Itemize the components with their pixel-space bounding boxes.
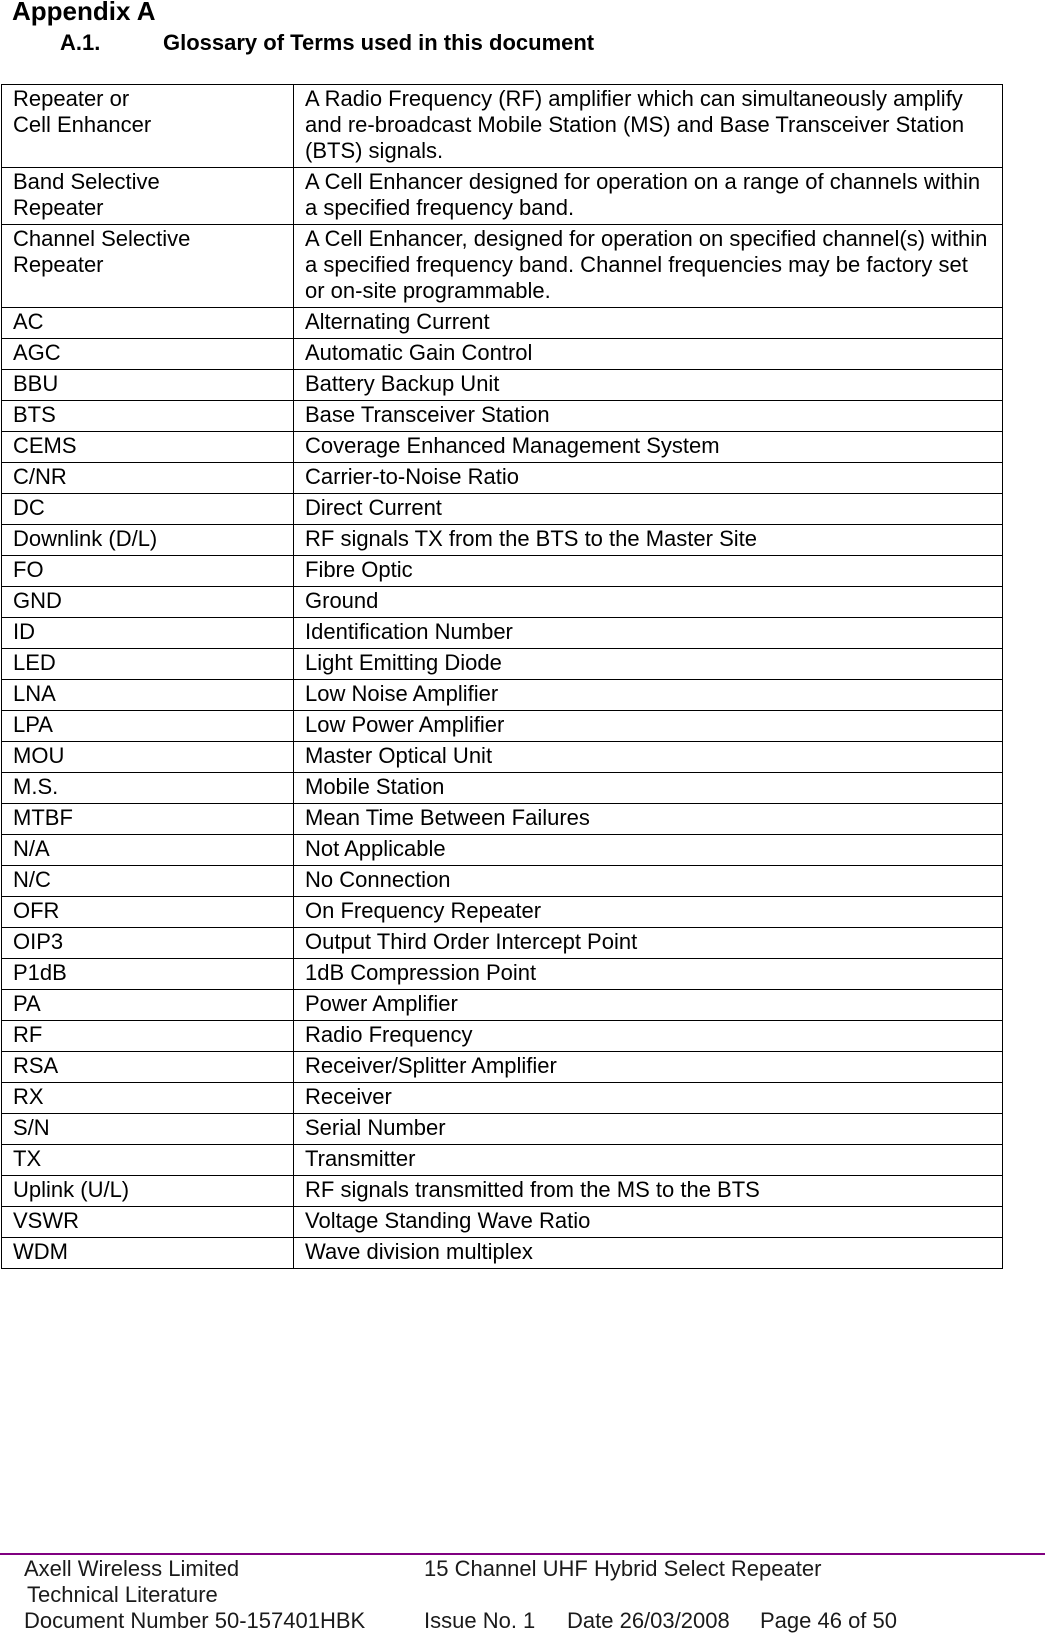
glossary-term: RX (2, 1083, 294, 1114)
glossary-row (2, 308, 1003, 339)
glossary-term: Channel Selective Repeater (2, 225, 294, 308)
glossary-row (2, 1114, 1003, 1145)
glossary-row (2, 711, 1003, 742)
glossary-row (2, 649, 1003, 680)
glossary-term: AGC (2, 339, 294, 370)
glossary-definition: Identification Number (294, 618, 1003, 649)
glossary-row (2, 587, 1003, 618)
glossary-term: WDM (2, 1238, 294, 1269)
glossary-term: C/NR (2, 463, 294, 494)
glossary-definition: Wave division multiplex (294, 1238, 1003, 1269)
glossary-term: PA (2, 990, 294, 1021)
glossary-definition: A Cell Enhancer, designed for operation on specified channel(s) within a specified frequency band. Channel frequencies may be factory set or on-site programmable. (294, 225, 1003, 308)
glossary-row (2, 494, 1003, 525)
glossary-definition: Master Optical Unit (294, 742, 1003, 773)
glossary-term: LNA (2, 680, 294, 711)
glossary-definition: Low Noise Amplifier (294, 680, 1003, 711)
glossary-term: RF (2, 1021, 294, 1052)
glossary-term: OFR (2, 897, 294, 928)
glossary-definition: Fibre Optic (294, 556, 1003, 587)
glossary-row (2, 168, 1003, 225)
glossary-definition: Receiver (294, 1083, 1003, 1114)
glossary-term: S/N (2, 1114, 294, 1145)
glossary-definition: Direct Current (294, 494, 1003, 525)
glossary-row (2, 463, 1003, 494)
glossary-term: M.S. (2, 773, 294, 804)
glossary-row (2, 556, 1003, 587)
glossary-term: MOU (2, 742, 294, 773)
glossary-term: VSWR (2, 1207, 294, 1238)
glossary-row (2, 773, 1003, 804)
glossary-row (2, 1145, 1003, 1176)
glossary-definition: Radio Frequency (294, 1021, 1003, 1052)
glossary-row (2, 835, 1003, 866)
glossary-table-body (2, 85, 1003, 1269)
glossary-table (1, 84, 1003, 1269)
glossary-definition: Serial Number (294, 1114, 1003, 1145)
section-title: Glossary of Terms used in this document (163, 30, 595, 55)
footer-department: Technical Literature (27, 1582, 218, 1607)
glossary-row (2, 1176, 1003, 1207)
glossary-term: RSA (2, 1052, 294, 1083)
section-heading (60, 28, 594, 58)
footer-company: Axell Wireless Limited (24, 1556, 240, 1581)
glossary-definition: Alternating Current (294, 308, 1003, 339)
glossary-row (2, 1238, 1003, 1269)
glossary-term: N/A (2, 835, 294, 866)
section-number: A.1. (60, 30, 101, 55)
glossary-term: LED (2, 649, 294, 680)
glossary-term: LPA (2, 711, 294, 742)
glossary-definition: Base Transceiver Station (294, 401, 1003, 432)
glossary-row (2, 1052, 1003, 1083)
glossary-term: DC (2, 494, 294, 525)
glossary-row (2, 370, 1003, 401)
glossary-definition: A Radio Frequency (RF) amplifier which can simultaneously amplify and re-broadcast Mobile Station (MS) and Base Transceiver Station (BTS) signals. (294, 85, 1003, 168)
glossary-row (2, 742, 1003, 773)
glossary-row (2, 432, 1003, 463)
glossary-row (2, 525, 1003, 556)
glossary-row (2, 225, 1003, 308)
glossary-term: OIP3 (2, 928, 294, 959)
glossary-definition: On Frequency Repeater (294, 897, 1003, 928)
glossary-term: GND (2, 587, 294, 618)
footer-date: Date 26/03/2008 (567, 1608, 730, 1633)
glossary-definition: Coverage Enhanced Management System (294, 432, 1003, 463)
glossary-term: Band Selective Repeater (2, 168, 294, 225)
glossary-row (2, 339, 1003, 370)
glossary-definition: Receiver/Splitter Amplifier (294, 1052, 1003, 1083)
glossary-definition: A Cell Enhancer designed for operation on a range of channels within a specified frequency band. (294, 168, 1003, 225)
glossary-term: Uplink (U/L) (2, 1176, 294, 1207)
glossary-row (2, 401, 1003, 432)
glossary-definition: Power Amplifier (294, 990, 1003, 1021)
glossary-term: P1dB (2, 959, 294, 990)
appendix-title: Appendix A (12, 0, 156, 26)
glossary-definition: Carrier-to-Noise Ratio (294, 463, 1003, 494)
glossary-definition: Light Emitting Diode (294, 649, 1003, 680)
footer-page-number: Page 46 of 50 (760, 1608, 898, 1633)
glossary-row (2, 866, 1003, 897)
glossary-definition: Low Power Amplifier (294, 711, 1003, 742)
glossary-definition: Transmitter (294, 1145, 1003, 1176)
glossary-definition: No Connection (294, 866, 1003, 897)
glossary-definition: Mobile Station (294, 773, 1003, 804)
glossary-definition: Voltage Standing Wave Ratio (294, 1207, 1003, 1238)
glossary-row (2, 1021, 1003, 1052)
glossary-definition: 1dB Compression Point (294, 959, 1003, 990)
glossary-term: Repeater or Cell Enhancer (2, 85, 294, 168)
glossary-term: AC (2, 308, 294, 339)
glossary-term: BTS (2, 401, 294, 432)
glossary-row (2, 1083, 1003, 1114)
glossary-definition: Ground (294, 587, 1003, 618)
glossary-definition: RF signals TX from the BTS to the Master Site (294, 525, 1003, 556)
glossary-row (2, 897, 1003, 928)
glossary-term: Downlink (D/L) (2, 525, 294, 556)
glossary-row (2, 959, 1003, 990)
glossary-definition: Automatic Gain Control (294, 339, 1003, 370)
glossary-row (2, 928, 1003, 959)
glossary-row (2, 618, 1003, 649)
glossary-definition: Mean Time Between Failures (294, 804, 1003, 835)
glossary-definition: Not Applicable (294, 835, 1003, 866)
glossary-row (2, 1207, 1003, 1238)
glossary-definition: Battery Backup Unit (294, 370, 1003, 401)
glossary-term: CEMS (2, 432, 294, 463)
page-footer (0, 1553, 1045, 1633)
glossary-term: TX (2, 1145, 294, 1176)
footer-issue: Issue No. 1 (424, 1608, 536, 1633)
glossary-row (2, 990, 1003, 1021)
glossary-row (2, 680, 1003, 711)
glossary-term: FO (2, 556, 294, 587)
glossary-term: BBU (2, 370, 294, 401)
glossary-definition: Output Third Order Intercept Point (294, 928, 1003, 959)
glossary-term: ID (2, 618, 294, 649)
glossary-row (2, 85, 1003, 168)
glossary-term: N/C (2, 866, 294, 897)
glossary-row (2, 804, 1003, 835)
footer-product: 15 Channel UHF Hybrid Select Repeater (424, 1556, 822, 1581)
footer-document-number: Document Number 50-157401HBK (24, 1608, 366, 1633)
glossary-definition: RF signals transmitted from the MS to the BTS (294, 1176, 1003, 1207)
glossary-term: MTBF (2, 804, 294, 835)
